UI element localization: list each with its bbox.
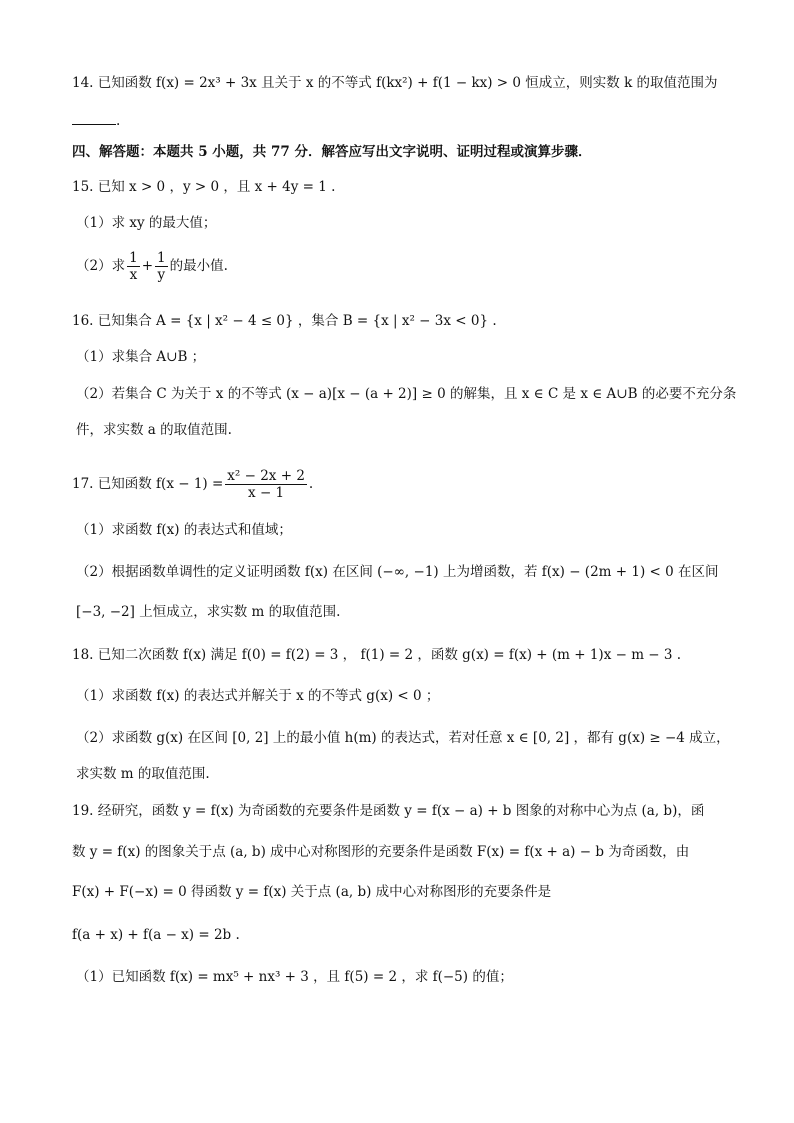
- fraction-numerator: x² − 2x + 2: [227, 468, 305, 484]
- plus-sign: +: [141, 258, 153, 274]
- fraction-1-over-y: [155, 250, 168, 283]
- q15-stem: 15. 已知 x > 0 ，y > 0 ，且 x + 4y = 1 .: [72, 179, 336, 195]
- q19-line2: 数 y = f(x) 的图象关于点 (a, b) 成中心对称图形的充要条件是函数 F(x) = f(x + a) − b 为奇函数，由: [72, 844, 690, 860]
- q14-stem: 14. 已知函数 f(x) = 2x³ + 3x 且关于 x 的不等式 f(kx²) + f(1 − kx) > 0 恒成立，则实数 k 的取值范围为: [72, 75, 718, 91]
- fraction-denominator: x − 1: [248, 485, 285, 501]
- q17-part2-line2: [−3, −2] 上恒成立，求实数 m 的取值范围.: [76, 604, 341, 620]
- section-heading: 四、解答题：本题共 5 小题，共 77 分．解答应写出文字说明、证明过程或演算步骤．: [72, 144, 592, 160]
- answer-blank: [72, 110, 116, 125]
- q16-part2-line1: （2）若集合 C 为关于 x 的不等式 (x − a)[x − (a + 2)] ≥ 0 的解集，且 x ∈ C 是 x ∈ A∪B 的必要不充分条: [76, 386, 737, 402]
- q19-part1: （1）已知函数 f(x) = mx⁵ + nx³ + 3 ，且 f(5) = 2 ，求 f(−5) 的值；: [76, 969, 513, 985]
- q15-part1: （1）求 xy 的最大值；: [76, 215, 217, 231]
- q17-part1: （1）求函数 f(x) 的表达式和值域；: [76, 522, 292, 538]
- q15-part2: [76, 250, 734, 283]
- q16-part1: （1）求集合 A∪B ；: [76, 349, 206, 365]
- fraction-denominator: y: [157, 267, 166, 283]
- fraction-1-over-x: [127, 250, 140, 283]
- q17-fraction: [225, 468, 307, 501]
- q14-answer-line: [72, 110, 734, 131]
- q17-stem-suffix: .: [308, 476, 314, 492]
- q16-part2-line2: 件，求实数 a 的取值范围.: [76, 422, 232, 438]
- q17-part2-line1: （2）根据函数单调性的定义证明函数 f(x) 在区间 (−∞, −1) 上为增函数，若 f(x) − (2m + 1) < 0 在区间: [76, 564, 719, 580]
- q17-stem-prefix: 17. 已知函数 f(x − 1) =: [72, 476, 224, 492]
- q17-stem: [72, 468, 734, 501]
- q18-part2-line1: （2）求函数 g(x) 在区间 [0, 2] 上的最小值 h(m) 的表达式，若对任意 x ∈ [0, 2] ，都有 g(x) ≥ −4 成立，: [76, 730, 730, 746]
- q19-line4: f(a + x) + f(a − x) = 2b .: [72, 927, 240, 943]
- q18-part2-line2: 求实数 m 的取值范围.: [76, 766, 210, 782]
- fraction-numerator: 1: [157, 250, 166, 266]
- fraction-numerator: 1: [129, 250, 138, 266]
- q14-end-mark: .: [116, 113, 121, 129]
- q18-stem: 18. 已知二次函数 f(x) 满足 f(0) = f(2) = 3 ， f(1) = 2 ，函数 g(x) = f(x) + (m + 1)x − m − 3 .: [72, 647, 682, 663]
- q18-part1: （1）求函数 f(x) 的表达式并解关于 x 的不等式 g(x) < 0 ；: [76, 688, 440, 704]
- fraction-denominator: x: [129, 267, 138, 283]
- q15-part2-suffix: 的最小值.: [169, 258, 228, 274]
- q16-stem: 16. 已知集合 A = {x | x² − 4 ≤ 0} ，集合 B = {x | x² − 3x < 0} .: [72, 313, 497, 329]
- q19-line1: 19. 经研究，函数 y = f(x) 为奇函数的充要条件是函数 y = f(x − a) + b 图象的对称中心为点 (a, b)，函: [72, 803, 705, 819]
- q15-part2-prefix: （2）求: [76, 258, 126, 274]
- q19-line3: F(x) + F(−x) = 0 得函数 y = f(x) 关于点 (a, b) 成中心对称图形的充要条件是: [72, 884, 552, 900]
